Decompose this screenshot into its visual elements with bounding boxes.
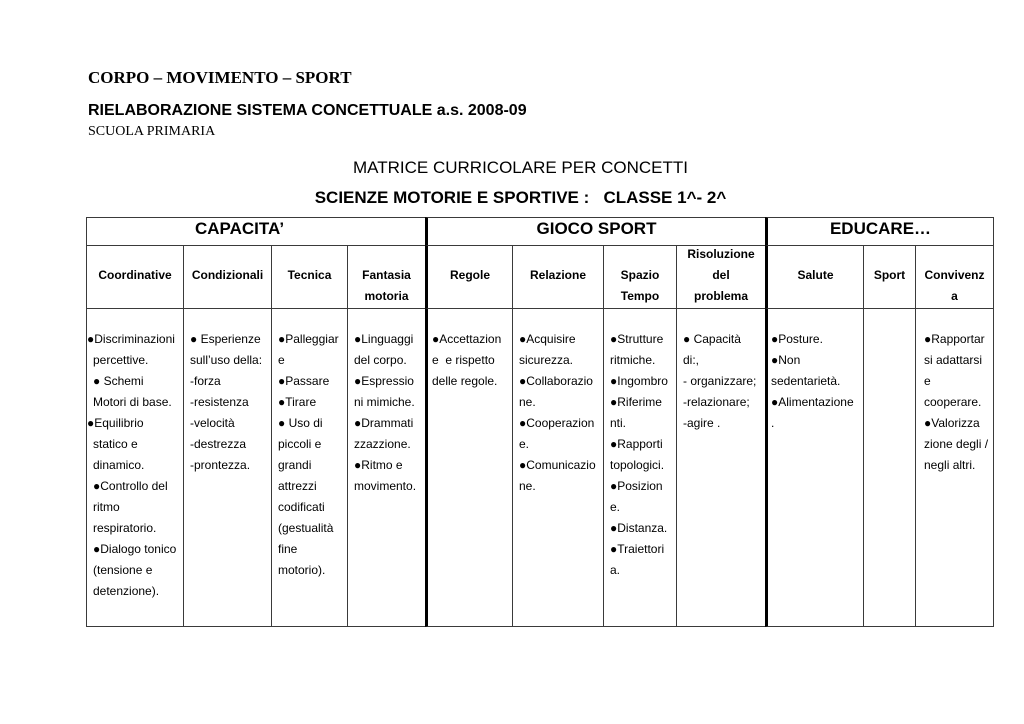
cell-line: ●Controllo del — [93, 479, 168, 493]
cell-line: ●Ritmo e — [354, 458, 403, 472]
school-level: SCUOLA PRIMARIA — [88, 124, 216, 139]
group-header-capacita — [86, 217, 425, 246]
cell-line: ●Acquisire — [519, 332, 576, 346]
cell-condizionali — [184, 309, 272, 627]
cell-line: ● Esperienze — [190, 332, 261, 346]
cell-line: (tensione e — [93, 563, 153, 577]
cell-line: ● Capacità — [683, 332, 741, 346]
column-header-label: Sport — [873, 268, 906, 282]
cell-line: ●Riferime — [610, 395, 662, 409]
column-header-fantasia-motoria — [348, 246, 425, 309]
cell-line: e. — [610, 500, 621, 514]
cell-line: del corpo. — [354, 353, 407, 367]
cell-line: - organizzare; — [683, 374, 757, 388]
cell-line: ●Traiettori — [610, 542, 665, 556]
column-header-label: Spazio — [620, 268, 660, 282]
cell-line: ●Distanza. — [610, 521, 668, 535]
cell-line: ●Linguaggi — [354, 332, 414, 346]
cell-line: ●Valorizza — [924, 416, 980, 430]
cell-line: codificati — [278, 500, 325, 514]
cell-line: ●Rapportar — [924, 332, 985, 346]
cell-line: zzazzione. — [354, 437, 411, 451]
column-header-regole — [425, 246, 513, 309]
column-header-relazione — [513, 246, 604, 309]
column-header-label: Salute — [797, 268, 834, 282]
column-header-label: Relazione — [529, 268, 586, 282]
group-label: CAPACITA’ — [194, 219, 285, 238]
cell-line: fine — [278, 542, 298, 556]
cell-line: -resistenza — [190, 395, 249, 409]
cell-line: ● Schemi — [93, 374, 144, 388]
matrix-title: MATRICE CURRICOLARE PER CONCETTI — [353, 158, 688, 177]
cell-line: sicurezza. — [519, 353, 574, 367]
cell-line: zione degli / — [924, 437, 989, 451]
column-header-spazio-tempo — [604, 246, 677, 309]
cell-line: sedentarietà. — [771, 374, 841, 388]
cell-line: ●Tirare — [278, 395, 317, 409]
column-header-label: del — [712, 268, 730, 282]
curriculum-matrix-table — [86, 217, 994, 627]
cell-line: ●Non — [771, 353, 801, 367]
cell-line: ●Cooperazion — [519, 416, 595, 430]
cell-line: statico e — [93, 437, 138, 451]
cell-line: ●Dialogo tonico — [93, 542, 177, 556]
column-header-condizionali — [184, 246, 272, 309]
cell-line: ●Discriminazioni — [87, 332, 175, 346]
cell-line: ●Equilibrio — [87, 416, 144, 430]
column-header-label: Coordinative — [98, 268, 172, 282]
column-header-label: Fantasia — [362, 268, 411, 282]
cell-coordinative — [86, 309, 184, 627]
cell-line: ne. — [519, 479, 536, 493]
group-header-educare — [765, 217, 994, 246]
group-label: EDUCARE… — [829, 219, 932, 238]
column-header-risoluzione-problema — [677, 246, 765, 309]
cell-sport — [864, 309, 916, 627]
cell-line: attrezzi — [278, 479, 317, 493]
column-header-label: Risoluzione — [687, 247, 755, 261]
cell-line: cooperare. — [924, 395, 982, 409]
cell-line: ●Collaborazio — [519, 374, 593, 388]
cell-line: ●Posizion — [610, 479, 663, 493]
cell-line: topologici. — [610, 458, 665, 472]
cell-line: ●Comunicazio — [519, 458, 596, 472]
cell-line: ●Rapporti — [610, 437, 663, 451]
cell-spazio-tempo — [604, 309, 677, 627]
cell-line: ●Posture. — [771, 332, 823, 346]
cell-relazione — [513, 309, 604, 627]
cell-line: ●Palleggiar — [278, 332, 339, 346]
cell-risoluzione-problema — [677, 309, 765, 627]
subject-title: SCIENZE MOTORIE E SPORTIVE : CLASSE 1^- 2^ — [314, 188, 727, 207]
column-header-sport — [864, 246, 916, 309]
cell-salute — [765, 309, 864, 627]
cell-line: e — [278, 353, 285, 367]
cell-line: ritmiche. — [610, 353, 656, 367]
column-header-label: problema — [693, 289, 748, 303]
cell-line: ● Uso di — [278, 416, 323, 430]
cell-line: piccoli e — [278, 437, 322, 451]
cell-line: si adattarsi — [924, 353, 983, 367]
cell-line: a. — [610, 563, 621, 577]
column-header-label: Convivenz — [924, 268, 985, 282]
cell-line: di:, — [683, 353, 700, 367]
cell-line: ●Drammati — [354, 416, 414, 430]
cell-line: -relazionare; — [683, 395, 750, 409]
cell-line: percettive. — [93, 353, 149, 367]
cell-line: dinamico. — [93, 458, 145, 472]
cell-regole — [425, 309, 513, 627]
cell-line: -velocità — [190, 416, 235, 430]
column-header-tecnica — [272, 246, 348, 309]
cell-line: respiratorio. — [93, 521, 157, 535]
cell-line: motorio). — [278, 563, 326, 577]
cell-line: negli altri. — [924, 458, 976, 472]
cell-line: -forza — [190, 374, 221, 388]
cell-line: nti. — [610, 416, 627, 430]
column-header-label: Tecnica — [287, 268, 332, 282]
cell-line: (gestualità — [278, 521, 334, 535]
cell-line: delle regole. — [432, 374, 498, 388]
document-title: CORPO – MOVIMENTO – SPORT — [88, 68, 352, 87]
cell-fantasia-motoria — [348, 309, 425, 627]
column-header-label: motoria — [364, 289, 409, 303]
cell-line: -agire . — [683, 416, 721, 430]
column-header-coordinative — [86, 246, 184, 309]
column-header-label: Regole — [449, 268, 490, 282]
column-header-label: Tempo — [620, 289, 660, 303]
cell-line: grandi — [278, 458, 312, 472]
cell-line: Motori di base. — [93, 395, 172, 409]
cell-line: . — [771, 416, 775, 430]
cell-line: detenzione). — [93, 584, 160, 598]
cell-line: movimento. — [354, 479, 417, 493]
cell-line: e e rispetto — [432, 353, 495, 367]
cell-line: ●Alimentazione — [771, 395, 854, 409]
cell-line: ni mimiche. — [354, 395, 415, 409]
cell-line: e — [924, 374, 931, 388]
document-subtitle: RIELABORAZIONE SISTEMA CONCETTUALE a.s. 2008-09 — [88, 102, 527, 119]
cell-tecnica — [272, 309, 348, 627]
column-header-label: a — [951, 289, 958, 303]
group-label: GIOCO SPORT — [536, 219, 657, 238]
cell-line: ritmo — [93, 500, 120, 514]
cell-line: ne. — [519, 395, 536, 409]
column-header-convivenza — [916, 246, 994, 309]
group-header-gioco-sport — [425, 217, 765, 246]
cell-line: ●Accettazion — [432, 332, 502, 346]
cell-line: ●Passare — [278, 374, 330, 388]
column-header-label: Condizionali — [191, 268, 264, 282]
cell-line: ●Strutture — [610, 332, 664, 346]
cell-line: sull’uso della: — [190, 353, 263, 367]
cell-line: ●Ingombro — [610, 374, 668, 388]
cell-convivenza — [916, 309, 994, 627]
cell-line: e. — [519, 437, 530, 451]
cell-line: -destrezza — [190, 437, 247, 451]
column-header-salute — [765, 246, 864, 309]
cell-line: ●Espressio — [354, 374, 414, 388]
cell-line: -prontezza. — [190, 458, 251, 472]
